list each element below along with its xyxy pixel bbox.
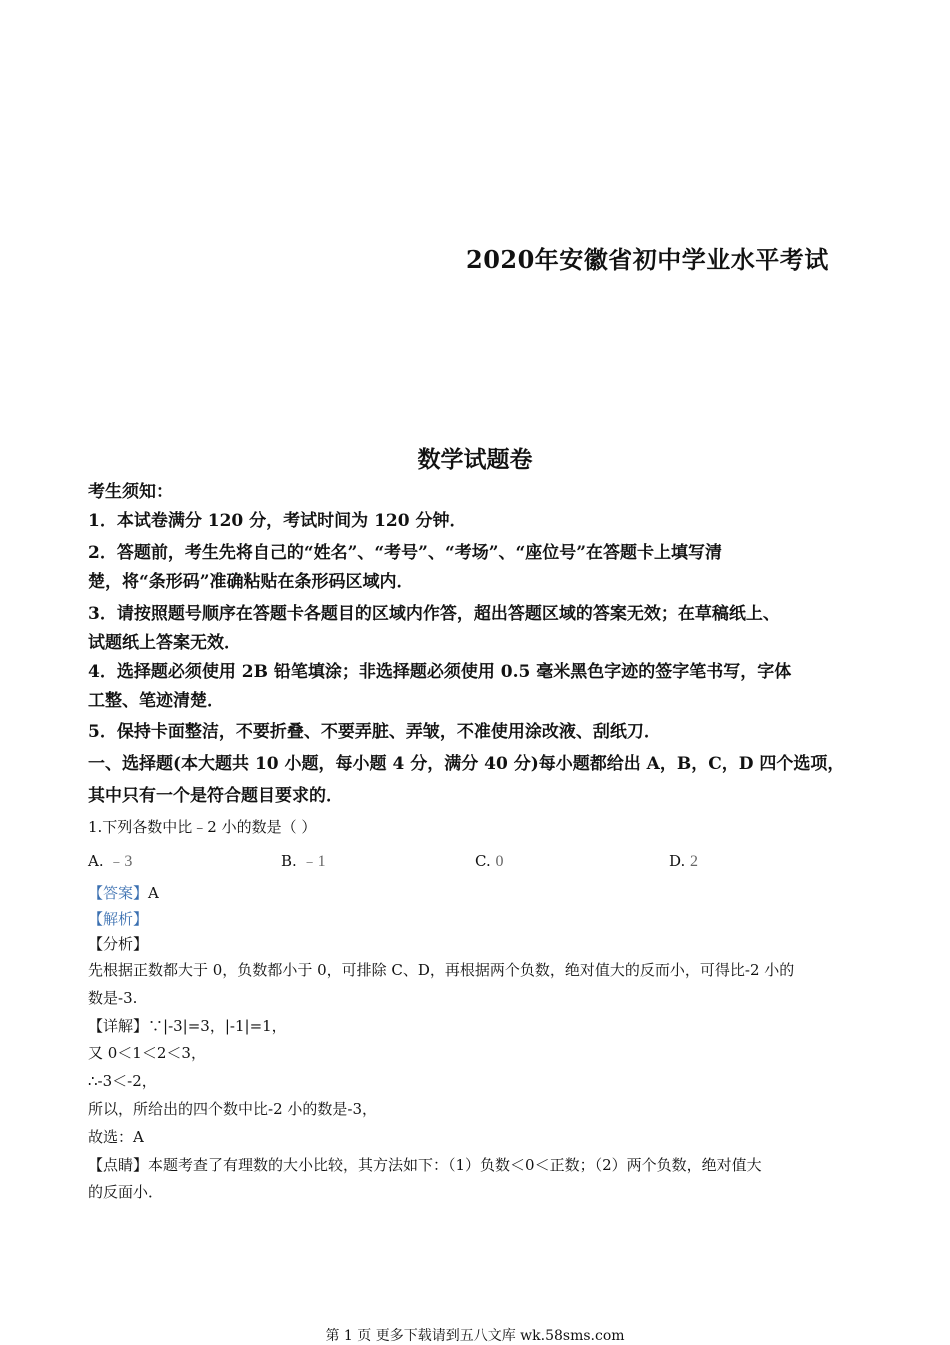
notice-item-4-line-1: 4．选择题必须使用 2B 铅笔填涂；非选择题必须使用 0.5 毫米黑色字迹的签字笔书写，字体 xyxy=(88,662,792,682)
fenxi-tag: 【分析】 xyxy=(88,935,149,953)
option-c xyxy=(475,851,504,872)
option-a-label: A. xyxy=(88,852,104,870)
dianjing-line-1 xyxy=(88,1155,762,1175)
answer-line xyxy=(88,883,159,903)
option-d xyxy=(669,851,698,872)
fenxi-line-2: 数是-3. xyxy=(88,989,138,1007)
notice-item-3-line-2: 试题纸上答案无效． xyxy=(88,633,241,653)
exam-title: 2020年安徽省初中学业水平考试 xyxy=(466,245,829,274)
option-c-label: C. xyxy=(475,852,491,870)
option-a-value: ﹣3 xyxy=(108,853,133,870)
option-d-value: 2 xyxy=(690,853,699,870)
analysis-tag: 【解析】 xyxy=(88,910,149,928)
notice-item-1: 1．本试卷满分 120 分，考试时间为 120 分钟． xyxy=(88,511,467,531)
notice-item-2-line-1: 2．答题前，考生先将自己的“姓名”、“考号”、“考场”、“座位号”在答题卡上填写清 xyxy=(88,543,723,563)
detail-line-2: 又 0＜1＜2＜3， xyxy=(88,1044,206,1062)
dianjing-tag: 【点睛】 xyxy=(88,1156,149,1174)
option-b-label: B. xyxy=(281,852,297,870)
option-c-value: 0 xyxy=(495,853,504,870)
page-footer: 第 1 页 更多下载请到五八文库 wk.58sms.com xyxy=(325,1328,625,1344)
option-b-value: ﹣1 xyxy=(301,853,326,870)
detail-line-3: ∴-3＜-2， xyxy=(88,1072,157,1090)
notice-item-3-line-1: 3．请按照题号顺序在答题卡各题目的区域内作答，超出答题区域的答案无效；在草稿纸上、 xyxy=(88,604,780,624)
answer-tag: 【答案】 xyxy=(88,884,149,902)
answer-value: A xyxy=(148,884,159,902)
notice-item-4-line-2: 工整、笔迹清楚． xyxy=(88,691,224,711)
detail-tag: 【详解】 xyxy=(88,1017,149,1035)
question-1-stem: 1.下列各数中比﹣2 小的数是（ ） xyxy=(88,818,317,836)
fenxi-line-1: 先根据正数都大于 0，负数都小于 0，可排除 C、D，再根据两个负数，绝对值大的反而小，可得比-2 小的 xyxy=(88,961,795,979)
detail-line-1 xyxy=(88,1016,287,1036)
section-heading-line-1: 一、选择题(本大题共 10 小题，每小题 4 分，满分 40 分)每小题都给出 A，B，C，D 四个选项， xyxy=(88,754,845,774)
notice-item-5: 5．保持卡面整洁，不要折叠、不要弄脏、弄皱，不准使用涂改液、刮纸刀． xyxy=(88,722,661,742)
detail-text-1: ∵|-3|=3，|-1|=1， xyxy=(148,1017,287,1035)
option-d-label: D. xyxy=(669,852,686,870)
option-a xyxy=(88,851,132,872)
detail-line-4: 所以，所给出的四个数中比-2 小的数是-3， xyxy=(88,1100,377,1118)
detail-line-5: 故选：A xyxy=(88,1128,144,1146)
paper-title: 数学试题卷 xyxy=(417,446,533,473)
section-heading-line-2: 其中只有一个是符合题目要求的． xyxy=(88,786,343,806)
dianjing-text-1: 本题考查了有理数的大小比较，其方法如下：（1）负数＜0＜正数；（2）两个负数，绝对值大 xyxy=(148,1156,762,1174)
option-b xyxy=(281,851,326,872)
notice-item-2-line-2: 楚，将“条形码”准确粘贴在条形码区域内． xyxy=(88,572,414,592)
dianjing-line-2: 的反面小． xyxy=(88,1183,164,1201)
notice-heading: 考生须知： xyxy=(88,482,173,502)
